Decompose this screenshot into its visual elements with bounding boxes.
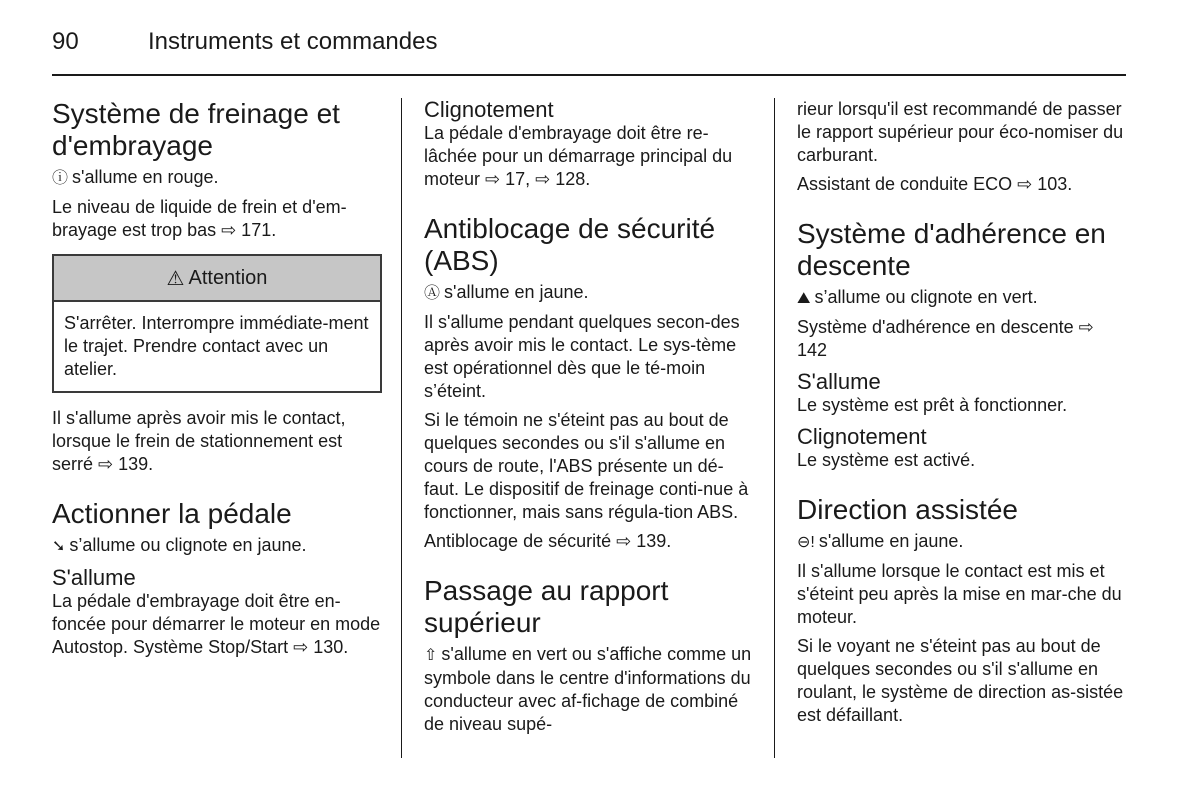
attention-box xyxy=(52,254,382,393)
abs-icon: Ⓐ xyxy=(424,285,441,302)
paragraph: La pédale d'embrayage doit être re-lâchée pour un démarrage principal du moteur ⇨ 17, ⇨ 128. xyxy=(424,123,733,189)
paragraph: Il s'allume lorsque le contact est mis et s'éteint peu après la mise en mar-che du moteur. xyxy=(797,561,1122,627)
paragraph: Si le voyant ne s'éteint pas au bout de quelques secondes ou s'il s'allume en roulant, le système de direction as-sistée est défaillant. xyxy=(797,636,1124,725)
paragraph: ⓘ s'allume en rouge. xyxy=(52,166,382,190)
power-steering-icon: ⊖! xyxy=(797,534,815,551)
paragraph: ⇧ s'allume en vert ou s'affiche comme un symbole dans le centre d'informations du conducteur avec af-fichage de combiné de niveau supé- xyxy=(424,644,752,734)
section-heading-pedal: Actionner la pédale xyxy=(52,498,292,529)
paragraph: Système d'adhérence en descente ⇨ 142 xyxy=(797,317,1094,360)
paragraph: Assistant de conduite ECO ⇨ 103. xyxy=(797,174,1073,194)
paragraph: Ⓐ s'allume en jaune. xyxy=(424,281,754,305)
section-heading-descent: Système d'adhérence en descente xyxy=(797,218,1106,281)
paragraph: rieur lorsqu'il est recommandé de passer le rapport supérieur pour éco-nomiser du carburant. xyxy=(797,99,1124,165)
paragraph: Si le témoin ne s'éteint pas au bout de quelques secondes ou s'il s'allume en cours de route, l'ABS présente un dé-faut. Le dispositif de freinage conti-nue à fonctionner, mais sans régula-tion ABS. xyxy=(424,410,749,522)
paragraph: ⊖! s'allume en jaune. xyxy=(797,530,1127,554)
page-header xyxy=(52,26,1126,72)
paragraph: Antiblocage de sécurité ⇨ 139. xyxy=(424,531,672,551)
paragraph: Il s'allume après avoir mis le contact, lorsque le frein de stationnement est serré ⇨ 139. xyxy=(52,408,346,474)
warning-triangle-icon: ⚠ xyxy=(166,267,185,290)
column-1 xyxy=(52,98,382,665)
section-heading-brake: Système de freinage et d'embrayage xyxy=(52,98,340,161)
paragraph: La pédale d'embrayage doit être en-foncée pour démarrer le moteur en mode Autostop. Système Stop/Start ⇨ 130. xyxy=(52,591,381,657)
section-heading-shift: Passage au rapport supérieur xyxy=(424,575,669,638)
column-3 xyxy=(797,98,1127,733)
column-divider xyxy=(401,98,402,758)
paragraph: Il s'allume pendant quelques secon-des après avoir mis le contact. Le sys-tème est opérationnel dès que le té-moin s’éteint. xyxy=(424,312,740,401)
shift-up-icon: ⇧ xyxy=(424,647,438,664)
paragraph: ⛰ s’allume ou clignote en vert. xyxy=(797,286,1127,310)
column-divider xyxy=(774,98,775,758)
header-rule xyxy=(52,74,1126,76)
subheading: S'allume xyxy=(52,565,136,590)
brake-warning-icon: ⓘ xyxy=(52,170,69,187)
hill-descent-icon: ⛰ xyxy=(797,290,811,307)
attention-label: Attention xyxy=(188,266,268,289)
page-title: Instruments et commandes xyxy=(148,28,438,55)
paragraph: Le niveau de liquide de frein et d'em-brayage est trop bas ⇨ 171. xyxy=(52,197,347,240)
subheading: Clignotement xyxy=(797,424,927,449)
section-heading-steering: Direction assistée xyxy=(797,494,1018,525)
paragraph: Le système est prêt à fonctionner. xyxy=(797,395,1068,415)
section-heading-abs: Antiblocage de sécurité (ABS) xyxy=(424,213,716,276)
column-2 xyxy=(424,98,754,742)
paragraph: ➘ s’allume ou clignote en jaune. xyxy=(52,534,382,558)
subheading: Clignotement xyxy=(424,97,554,122)
attention-header xyxy=(54,256,380,302)
subheading: S'allume xyxy=(797,369,881,394)
paragraph: Le système est activé. xyxy=(797,450,976,470)
attention-text: S'arrêter. Interrompre immédiate-ment le trajet. Prendre contact avec un atelier. xyxy=(64,313,369,379)
page-number: 90 xyxy=(52,28,79,55)
clutch-pedal-icon: ➘ xyxy=(52,538,66,555)
